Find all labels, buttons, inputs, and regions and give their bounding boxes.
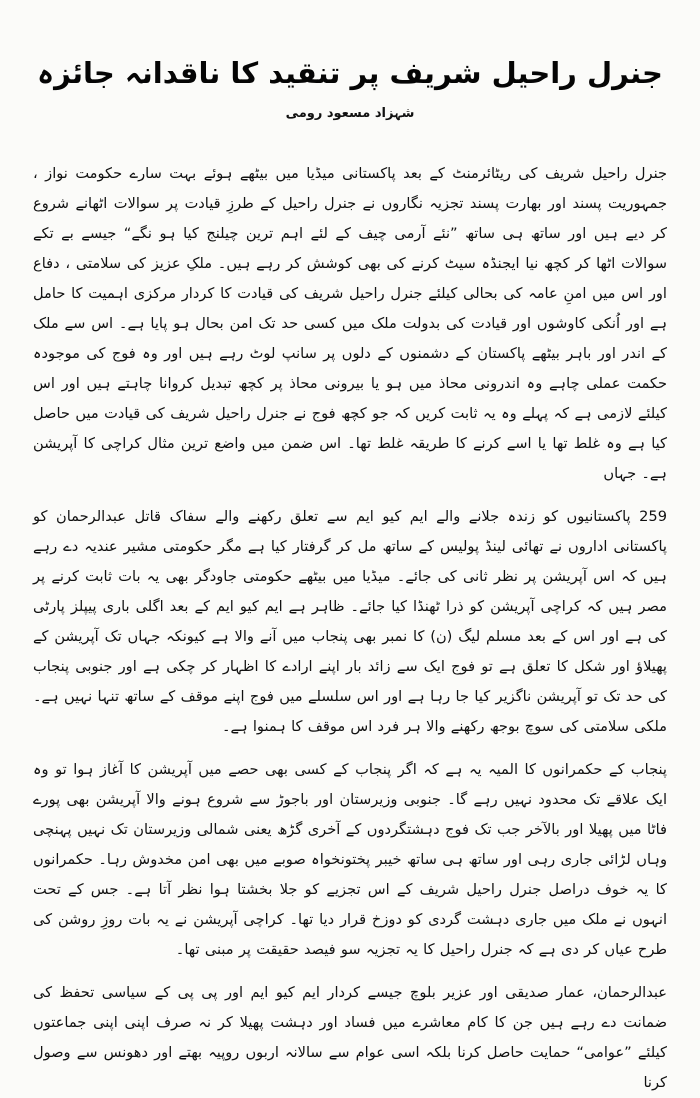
- page-title: جنرل راحیل شریف پر تنقید کا ناقدانہ جائزہ: [37, 56, 663, 90]
- article-paragraph: 259 پاکستانیوں کو زندہ جلانے والے ایم کیو ایم سے تعلق رکھنے والے سفاک قاتل عبدالرحمان کو پاکستانی اداروں نے تھائی لینڈ پولیس کے ساتھ مل کر گرفتار کیا ہے مگر حکومتی مشیر عندیہ دے رہے ہیں کہ اس آپریشن پر نظر ثانی کی جائے۔ میڈیا میں بیٹھے حکومتی جاودگر بھی یہ بات ثابت کرنے پر مصر ہیں کہ کراچی آپریشن کو ذرا ٹھنڈا کیا جائے۔ ظاہر ہے ایم کیو ایم کے بعد اگلی باری پیپلز پارٹی کی ہے اور اس کے بعد مسلم لیگ (ن) کا نمبر بھی پنجاب میں آنے والا ہے کیونکہ جہاں تک آپریشن کے پھیلاؤ اور شکل کا تعلق ہے تو فوج ایک سے زائد بار اپنے ارادے کا اظہار کر چکی ہے اور جنوبی پنجاب کی حد تک تو آپریشن ناگزیر کیا جا رہا ہے اور اس سلسلے میں فوج اپنے موقف کے ساتھ تنہا نہیں ہے۔ ملکی سلامتی کی سوچ بوجھ رکھنے والا ہر فرد اس موقف کا ہمنوا ہے۔: [33, 508, 667, 736]
- article-body: [33, 121, 667, 1098]
- article-byline: شہزاد مسعود رومی: [285, 106, 415, 122]
- article-paragraph: پنجاب کے حکمرانوں کا المیہ یہ ہے کہ اگر پنجاب کے کسی بھی حصے میں آپریشن کا آغاز ہوا تو وہ ایک علاقے تک محدود نہیں رہے گا۔ جنوبی وزیرستان اور باجوڑ سے شروع ہونے والا آپریشن بھی پورے فاٹا میں پھیلا اور بالآخر جب تک فوج دہشتگردوں کے آخری گڑھ یعنی شمالی وزیرستان تک نہیں پہنچی وہاں لڑائی جاری رہی اور ساتھ ہی ساتھ خیبر پختونخواہ صوبے میں بھی امن مخدوش رہا۔ حکمرانوں کا یہ خوف دراصل جنرل راحیل شریف کے اس تجزیے کو جلا بخشتا ہوا نظر آتا ہے۔ جس کے تحت انہوں نے ملک میں جاری دہشت گردی کو دوزخ قرار دیا تھا۔ کراچی آپریشن نے یہ بات روزِ روشن کی طرح عیاں کر دی ہے کہ جنرل راحیل کا یہ تجزیہ سو فیصد حقیقت پر مبنی تھا۔: [33, 761, 667, 959]
- article-paragraph: جنرل راحیل شریف کی ریٹائرمنٹ کے بعد پاکستانی میڈیا میں بیٹھے ہوئے بہت سارے حکومت نواز ، جمہوریت پسند اور بھارت پسند تجزیہ نگاروں نے جنرل راحیل کے طرزِ قیادت پر سوالات اٹھانے شروع کر دیے ہیں اور ساتھ ہی ساتھ ”نئے آرمی چیف کے لئے اہم ترین چیلنج کیا ہو نگے“ جیسے بے تکے سوالات اٹھا کر کچھ نیا ایجنڈہ سیٹ کرنے کی بھی کوشش کر رہے ہیں۔ ملکِ عزیز کی سلامتی ، دفاع اور اس میں امنِ عامہ کی بحالی کیلئے جنرل راحیل شریف کی قیادت کا کردار مرکزی اہمیت کا حامل ہے اور اُنکی کاوشوں اور قیادت کی بدولت ملک میں کسی حد تک امن بحال ہو پایا ہے۔ اس سے ملک کے اندر اور باہر بیٹھے پاکستان کے دشمنوں کے دلوں پر سانپ لوٹ رہے ہیں اور وہ فوج کی موجودہ حکمت عملی چاہے وہ اندرونی محاذ میں ہو یا بیرونی محاذ پر کچھ تبدیل کروانا چاہتے ہیں اور اس کیلئے لازمی ہے کہ پہلے وہ یہ ثابت کریں کہ جو کچھ فوج نے جنرل راحیل شریف کی قیادت میں حاصل کیا ہے وہ غلط تھا یا اسے کرنے کا طریقہ غلط تھا۔ اس ضمن میں واضع ترین مثال کراچی کا آپریشن ہے۔ جہاں: [33, 165, 667, 483]
- article-paragraph: عبدالرحمان، عمار صدیقی اور عزیر بلوچ جیسے کردار ایم کیو ایم اور پی پی کے سیاسی تحفظ کی ضمانت دے رہے ہیں جن کا کام معاشرے میں فساد اور دہشت پھیلا کر نہ صرف اپنی اپنی جماعتوں کیلئے ”عوامی“ حمایت حاصل کرنا بلکہ اسی عوام سے سالانہ اربوں روپیہ بھتے اور دھونس سے وصول کرنا: [33, 984, 667, 1092]
